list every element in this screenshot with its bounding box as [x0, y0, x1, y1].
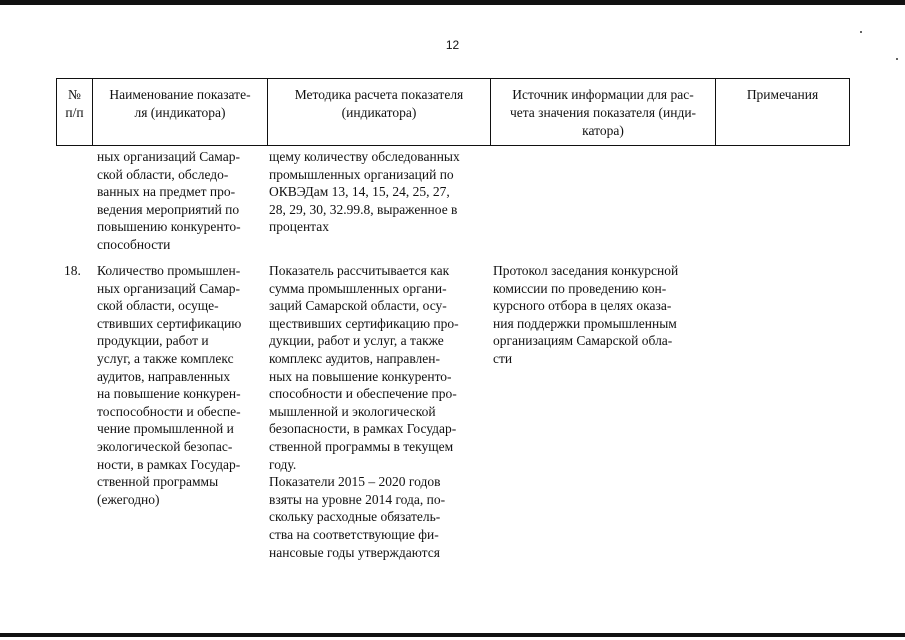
cell-name-continued: ных организаций Самар- ской области, обследо- ванных на предмет про- ведения мероприятий по повышению конкуренто- способности [97, 149, 241, 252]
scan-edge-top [0, 0, 905, 5]
scan-speck [896, 58, 898, 60]
scan-edge-bottom [0, 633, 905, 637]
row-number: 18. [64, 263, 81, 278]
cell-source: Протокол заседания конкурсной комиссии по проведению кон- курсного отбора в целях оказа- ния поддержки промышленным организациям Самарской обла- сти [493, 263, 679, 366]
cell-method-continued: щему количеству обследованных промышленных организаций по ОКВЭДам 13, 14, 15, 24, 25, 27, 28, 29, 30, 32.99.8, выраженное в процентах [269, 149, 460, 235]
cell-name: Количество промышлен- ных организаций Самар- ской области, осуще- ствивших сертификацию продукции, работ и услуг, а также комплекс аудитов, направленных на повышение конкурен- тоспособности и обеспе- чение промышленной и экологической безопас- ности, в рамках Государ- ственной программы (ежегодно) [97, 263, 242, 507]
header-cell-source: Источник информации для рас- чета значения показателя (инди- катора) [490, 78, 715, 146]
header-cell-method: Методика расчета показателя (индикатора) [267, 78, 490, 146]
scan-speck [860, 31, 862, 33]
header-cell-name: Наименование показате- ля (индикатора) [92, 78, 267, 146]
header-cell-num: № п/п [56, 78, 92, 146]
page-number: 12 [445, 38, 460, 52]
cell-method: Показатель рассчитывается как сумма промышленных органи- заций Самарской области, осу- ществивших сертификацию про- дукции, работ и услуг, а также комплекс аудитов, направлен- ных на повышение конкуренто- способности и обеспечение про- мышленной и экологической безопасности, в рамках Государ- ственной программы в текущем году. Показатели 2015 – 2020 годов взяты на уровне 2014 года, по- скольку расходные обязатель- ства на соответствующие фи- нансовые годы утверждаются [269, 263, 459, 560]
header-cell-notes: Примечания [715, 78, 850, 146]
